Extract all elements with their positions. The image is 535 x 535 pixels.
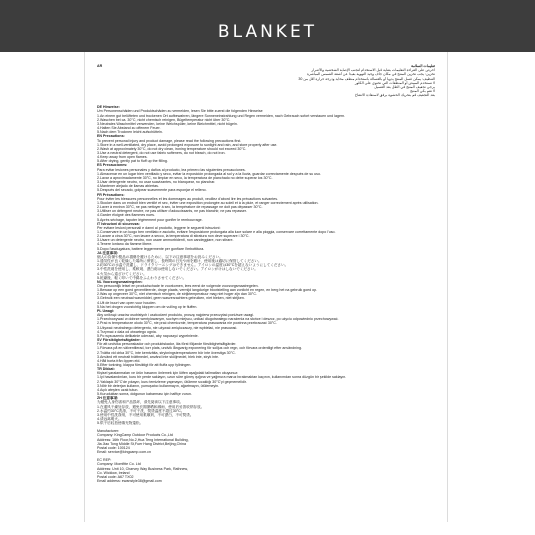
- section-line: 为避免人身伤害和产品损坏，请先阅读以下注意事项。: [97, 400, 184, 405]
- ec-rep-block: [97, 458, 435, 483]
- language-section: [97, 338, 435, 367]
- section-line: 2.約30°Cの水温で洗濯し、ドライクリーニングはできません。アイロンの温度は30°Cを超えないようにしてください。: [97, 263, 289, 268]
- section-heading: EN Precautions:: [97, 134, 125, 139]
- section-line: Aby uniknąć urazów osobistych i uszkodzeń produktu, proszę najpierw przeczytać poniższe uwagi.: [97, 313, 255, 318]
- language-section: [97, 105, 435, 134]
- section-line: 5.Nach dem Trocknen leicht aufschütteln.: [97, 130, 163, 135]
- section-line: 2.Waschen bei ca. 30°C, nicht chemisch reinigen, Bügeltemperatur nicht über 30°C.: [97, 117, 231, 122]
- section-heading: TR Dikkat:: [97, 367, 115, 372]
- section-line: 4.Uit de buurt van open vuur houden.: [97, 300, 157, 305]
- arabic-line: لا تستخدم المبيض أو المنظفات التي تحتوي على الكلور: [354, 80, 435, 85]
- manufacturer-company: Company: KingCamp Outdoor Products Co.,Ltd: [97, 433, 173, 438]
- section-line: 3.Usare un detergente neutro, non usare ammorbidenti, non candeggiare, non stirare.: [97, 238, 234, 243]
- arabic-block: [97, 68, 435, 97]
- section-line: Om persoonlijk letsel en productschade te voorkomen, lees eerst de volgende voorzorgsmaatregelen.: [97, 284, 259, 289]
- section-line: 2.Yaklaşık 30°C'de yıkayın, kuru temizleme yapmayın, ütüleme sıcaklığı 30°C'yi geçmemelidir.: [97, 379, 247, 384]
- section-line: 5.烘干后轻拍使填充物蓬松。: [97, 421, 144, 426]
- section-line: 2.水温约30°C洗涤，不可干洗，熨烫温度不超过30°C。: [97, 408, 185, 413]
- section-line: 2.Lavar a aproximadamente 30°C, no limpiar en seco, la temperatura de planchado no debe superar los 30°C.: [97, 175, 273, 180]
- section-heading: IT Istruzioni di sicurezza:: [97, 221, 140, 226]
- language-section: [97, 280, 435, 309]
- arabic-title: تعليمات السلامة: [411, 64, 435, 68]
- section-line: 5.Po wysuszeniu delikatnie uderzać, aby napuszyć wypełnienie.: [97, 333, 199, 338]
- section-line: 3.Använd ett neutralt tvättmedel, använd inte sköljmedel, blek inte, stryk inte.: [97, 354, 220, 359]
- section-line: 4.请远离明火。: [97, 417, 122, 422]
- manufacturer-address: Address: 16th Floor,No.2,Hua Teng International Building,: [97, 437, 189, 442]
- section-line: 4.Açık ateşten uzak tutun.: [97, 387, 139, 392]
- instruction-sheet: [84, 52, 448, 522]
- ec-rep-postal: Postal code: A67 TX02: [97, 474, 134, 479]
- section-line: 3.Usar detergente neutro, no usar suavizantes, no blanquear, no planchar.: [97, 180, 216, 185]
- section-heading: PL Uwagi:: [97, 308, 115, 313]
- language-section: [97, 163, 435, 192]
- section-line: 1.通気性が良く乾燥した場所に保管し、長時間の日光や雨を避け、使用後は適切に保管してください。: [97, 259, 262, 264]
- language-section: [97, 309, 435, 338]
- section-heading: SV Försiktighetsåtgärder:: [97, 338, 141, 343]
- section-line: 3.Gebruik een neutraal wasmiddel, geen wasverzachters gebruiken, niet bleken, niet strijken.: [97, 296, 245, 301]
- section-line: 5.Después del secado, golpear suavemente para esponjar el relleno.: [97, 188, 207, 193]
- header-band: [0, 0, 535, 52]
- arabic-line: لا تقم بكي المنتج: [410, 88, 435, 93]
- language-section: [97, 251, 435, 280]
- section-line: 4.Garder éloigné des flammes nues.: [97, 213, 155, 218]
- section-heading: JA 注意事項:: [97, 250, 119, 255]
- manufacturer-email: Email: service@kingcamp.com.cn: [97, 450, 151, 455]
- section-line: 4.Trzymać z dala od otwartego ognia.: [97, 329, 157, 334]
- section-line: Kişisel yaralanmaları ve ürün hasarını önlemek için lütfen aşağıdaki talimatları okuyunuz:: [97, 371, 239, 376]
- section-line: 2.Lavare a circa 30°C, non lavare a secco, la temperatura di stiratura non deve superare i 30°C.: [97, 234, 250, 239]
- section-line: 2.Wash at approximately 30°C, do not dry clean, ironing temperature should not exceed 30°C.: [97, 146, 247, 151]
- language-section: [97, 396, 435, 425]
- section-line: 5.Kuruduktan sonra, dolgunun kabarması için hafifçe vurun.: [97, 392, 192, 397]
- section-line: 3.中性洗剤を使用し、柔軟剤、漂白剤は使用しないでください。アイロンがけはしないでください。: [97, 267, 258, 272]
- manufacturer-block: [97, 429, 435, 454]
- section-line: 3.Utiliser un détergent neutre, ne pas utiliser d'adoucissants, ne pas blanchir, ne pas repasser.: [97, 209, 247, 214]
- document-body: [97, 64, 435, 483]
- manufacturer-address2: Jia Jiao Tong Middle St,Fuer Hang District,Beijing,China: [97, 441, 187, 446]
- arabic-line: بعد التجفيف قم بتحريك الحشوة برفق لاستعادة الانتفاخ: [354, 93, 435, 98]
- section-heading: ZH 注意事项:: [97, 396, 119, 401]
- section-line: 4.火気から遠ざけてください。: [97, 271, 147, 276]
- ec-rep-email: Email address: ewanstyle38@gmail.com: [97, 479, 162, 484]
- section-line: 個人の負傷や製品の損傷を避けるために、以下の注意事項をお読みください。: [97, 254, 223, 259]
- section-line: Pour éviter les blessures personnelles et les dommages au produit, veuillez d'abord lire les précautions suivantes.: [97, 196, 279, 201]
- section-line: Para evitar lesiones personales y daños al producto, lea primero las siguientes precauciones.: [97, 167, 246, 172]
- section-line: 5.Après séchage, tapoter légèrement pour gonfler le rembourrage.: [97, 217, 203, 222]
- section-line: 2.Tvätta vid cirka 30°C, inte kemtvätta, strykningstemperaturen bör inte överstiga 30°C.: [97, 350, 236, 355]
- language-section: [97, 134, 435, 163]
- section-line: 1.Almacenar en un lugar bien ventilado y seco, evitar la exposición prolongada al sol y a la lluvia, guardar correctamente después de su uso.: [97, 171, 321, 176]
- section-line: 3.Use a neutral detergent, do not use fabric softeners, do not bleach, do not iron.: [97, 151, 226, 156]
- arabic-line: يرجى تجفيف المنتج في الظل بعد الغسيل: [374, 84, 435, 89]
- section-line: 3.Używać neutralnego detergentu, nie używać zmiękczaczy, nie wybielać, nie prasować.: [97, 325, 238, 330]
- section-heading: ES Precauciones:: [97, 163, 128, 168]
- section-line: 3.Nötr bir deterjan kullanın, yumuşatıcı kullanmayın, ağartmayın, ütülemeyin.: [97, 383, 220, 388]
- section-heading: DE Hinweise:: [97, 105, 120, 110]
- page-title: BLANKET: [217, 22, 318, 42]
- section-line: 1.Förvara på en välventilerad, torr plats, undvik långvarig exponering för solljus och regn, och förvara ordentligt efter användning.: [97, 346, 302, 351]
- section-line: 3.Neutrales Waschmittel verwenden, keine Weichspüler, keine Bleichmittel, nicht bügeln.: [97, 121, 238, 126]
- section-line: 2.Was op ongeveer 30°C, niet chemisch reinigen, de strijktemperatuur mag niet hoger zijn dan 30°C.: [97, 292, 257, 297]
- section-line: 1.Conservare in un luogo ben ventilato e asciutto, evitare l'esposizione prolungata alla luce solare e alla pioggia, conservare correttamente dopo l'uso.: [97, 229, 336, 234]
- language-section: [97, 222, 435, 251]
- ec-rep-label: EC REP:: [97, 458, 112, 463]
- section-line: Um Personenschäden und Produktschäden zu vermeiden, lesen Sie bitte zuerst die folgenden Hinweise: [97, 109, 263, 114]
- language-section: [97, 367, 435, 396]
- section-line: 5.After drying, gently pat to fluff up the filling.: [97, 159, 168, 164]
- section-line: 1.Przechowywać w dobrze wentylowanym, suchym miejscu, unikać długotrwałego narażenia na słońce i deszcz, po użyciu odpowiednio przechowywać.: [97, 317, 339, 322]
- section-line: 2.Laver à environ 30°C, ne pas nettoyer à sec, la température de repassage ne doit pas dépasser 30°C.: [97, 205, 263, 210]
- arabic-line: احرص على القراءة التعليمات بعناية قبل الاستخدام لتجنب الإصابة الشخصية والأضرار: [311, 68, 435, 73]
- section-line: 1.Stocker dans un endroit bien ventilé et sec, éviter une exposition prolongée au soleil et à la pluie, et ranger correctement après utilisation.: [97, 200, 319, 205]
- section-line: 1.在通风干燥处存放，避免长期暴晒和淋雨，使用后妥善收纳存放。: [97, 404, 205, 409]
- section-line: 5.乾燥後、軽く叩いて中綿をふんわりさせてください。: [97, 275, 187, 280]
- ec-rep-address: Address: Unit 10, Charvey Way Business Park, Rathnew,: [97, 466, 188, 471]
- section-line: 5.Na het drogen voorzichtig kloppen om de vulling op te fluffen.: [97, 304, 198, 309]
- section-line: 3.使用中性洗涤剂，不可使用柔顺剂，不可漂白，不可熨烫。: [97, 412, 194, 417]
- section-line: 4.Tenere lontano da fiamme libere.: [97, 242, 153, 247]
- section-line: 5.Dopo l'asciugatura, battere leggermente per gonfiare l'imbottitura.: [97, 246, 205, 251]
- section-line: För att undvika personskador och produktskador, läs först följande försiktighetsåtgärder.: [97, 342, 237, 347]
- ec-rep-company: Company: Momfitte Co. Ltd: [97, 462, 141, 467]
- section-line: 4.Håll borta från öppen eld.: [97, 358, 141, 363]
- ec-rep-address2: Co. Wicklow, Ireland: [97, 470, 130, 475]
- section-line: 4.Keep away from open flames.: [97, 155, 148, 160]
- spacer: [97, 97, 435, 105]
- arabic-line: التنظيف: يمكن غسل المنتج يدويا أو بالغسالة باستخدام منظف محايد ودرجة حرارة أقل من 30: [298, 76, 435, 81]
- section-heading: NL Voorzorgsmaatregelen:: [97, 279, 143, 284]
- section-line: 2.Prać w temperaturze około 30°C, nie prać chemicznie, temperatura prasowania nie powinna przekraczać 30°C.: [97, 321, 277, 326]
- section-line: 1.Store in a well-ventilated, dry place, avoid prolonged exposure to sunlight and rain, and store properly after use.: [97, 142, 278, 147]
- section-line: 1.Bewaar op een goed geventileerde, droge plaats, vermijd langdurige blootstelling aan zonlicht en regen, en berg het na gebruik goed op.: [97, 288, 318, 293]
- section-heading: FR Précautions:: [97, 192, 125, 197]
- section-line: Per evitare lesioni personali e danni al prodotto, leggere le seguenti istruzioni:: [97, 225, 221, 230]
- section-line: 5.Efter torkning, klappa försiktigt för att fluffa upp fyllningen.: [97, 362, 192, 367]
- section-line: 1.İyi havalandırılan, kuru bir yerde saklayın, uzun süre güneş ışığına ve yağmura maruz bırakmaktan kaçının, kullanımdan sonra düzgün bir şekilde saklayın.: [97, 375, 347, 380]
- manufacturer-label: Manufacturer:: [97, 429, 120, 434]
- section-line: 4.Mantener alejado de llamas abiertas.: [97, 184, 159, 189]
- arabic-code: AR: [97, 64, 103, 68]
- arabic-line: تخزين: يجب تخزين المنتج في مكان جاف وجيد التهوية بعيدا عن أشعة الشمس المباشرة: [307, 72, 435, 77]
- manufacturer-postal: Postal code: 100124: [97, 445, 130, 450]
- section-line: 1.An einem gut belüfteten und trockenen Ort aufbewahren, längere Sonneneinstrahlung und Regen vermeiden, nach Gebrauch sofort verstauen und lagern.: [97, 113, 346, 118]
- section-line: 4.Halten Sie Abstand zu offenem Feuer.: [97, 126, 161, 131]
- section-line: To prevent personal injury and product damage, please read the following precautions first.: [97, 138, 242, 143]
- language-section: [97, 193, 435, 222]
